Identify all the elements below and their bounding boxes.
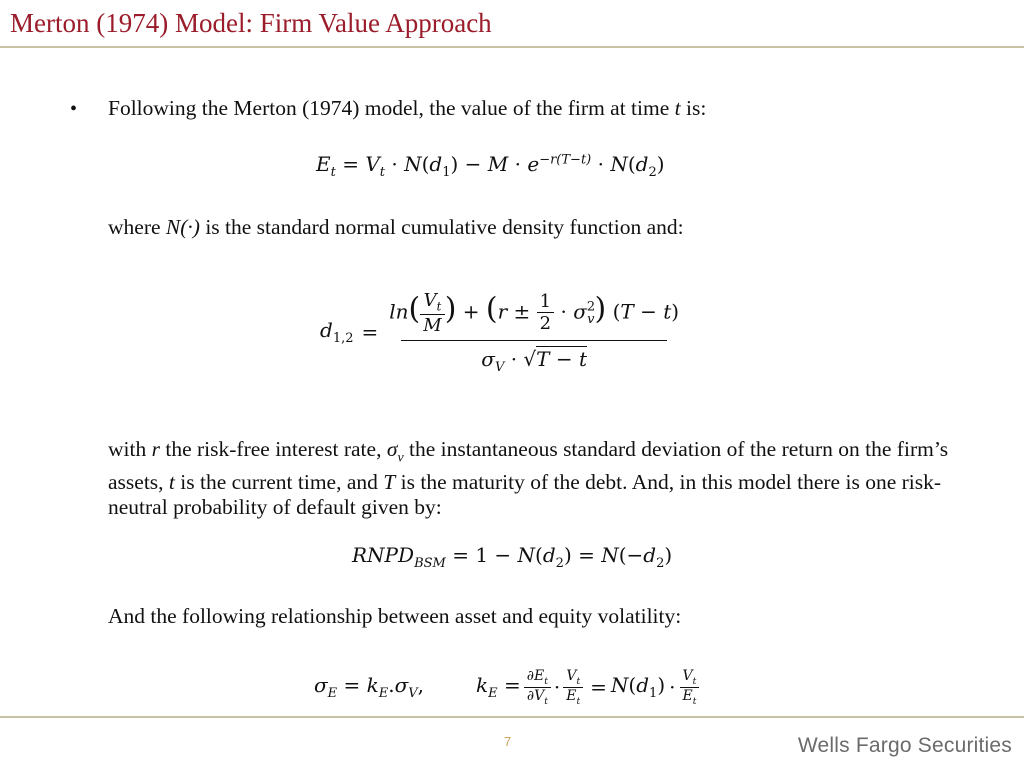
paragraph-volatility: And the following relationship between asset and equity volatility:: [108, 604, 682, 628]
slide-title: Merton (1974) Model: Firm Value Approach: [10, 8, 492, 38]
bullet-marker: •: [70, 98, 78, 120]
paragraph-where: where N(·) is the standard normal cumulative density function and:: [108, 215, 684, 239]
equation-volatility: $\sigma_E = k_E.\sigma_V$, $k_E$ = $\frac{\partial E_t}{\partial V_t}$ · $\frac{V_t}{E_t}$ = $N(d_1)$ · $\frac{V_t}{E_t}$: [314, 668, 699, 707]
top-divider: [0, 46, 1024, 48]
bottom-divider: [0, 716, 1024, 718]
paragraph-intro: Following the Merton (1974) model, the value of the firm at time t is:: [108, 96, 707, 120]
paragraph-definitions: with r the risk-free interest rate, $\sigma_v$ the instantaneous standard deviation of the return on the firm’s assets, t is the current time, and T is the maturity of the debt. And, in this model there is one risk-neutral probability of default given by:: [108, 437, 949, 520]
equation-d12: $d_{1,2}$ = ln( $\frac{V_t}{M}$ ) + (r ± $\frac{1}{2}$ · $\sigma^2_v$) (T − t) $\sigma_V \cdot √T - t$: [320, 290, 680, 375]
page-number: 7: [504, 734, 512, 749]
equation-firm-value: $E_t = V_t \cdot N(d_1) - M \cdot e^{-r(T-t)} \cdot N(d_2)$: [316, 152, 665, 180]
company-logo: Wells Fargo Securities: [797, 734, 1012, 757]
equation-rnpd: $RNPD_{BSM} = 1 - N(d_2) = N(-d_2)$: [352, 543, 673, 571]
